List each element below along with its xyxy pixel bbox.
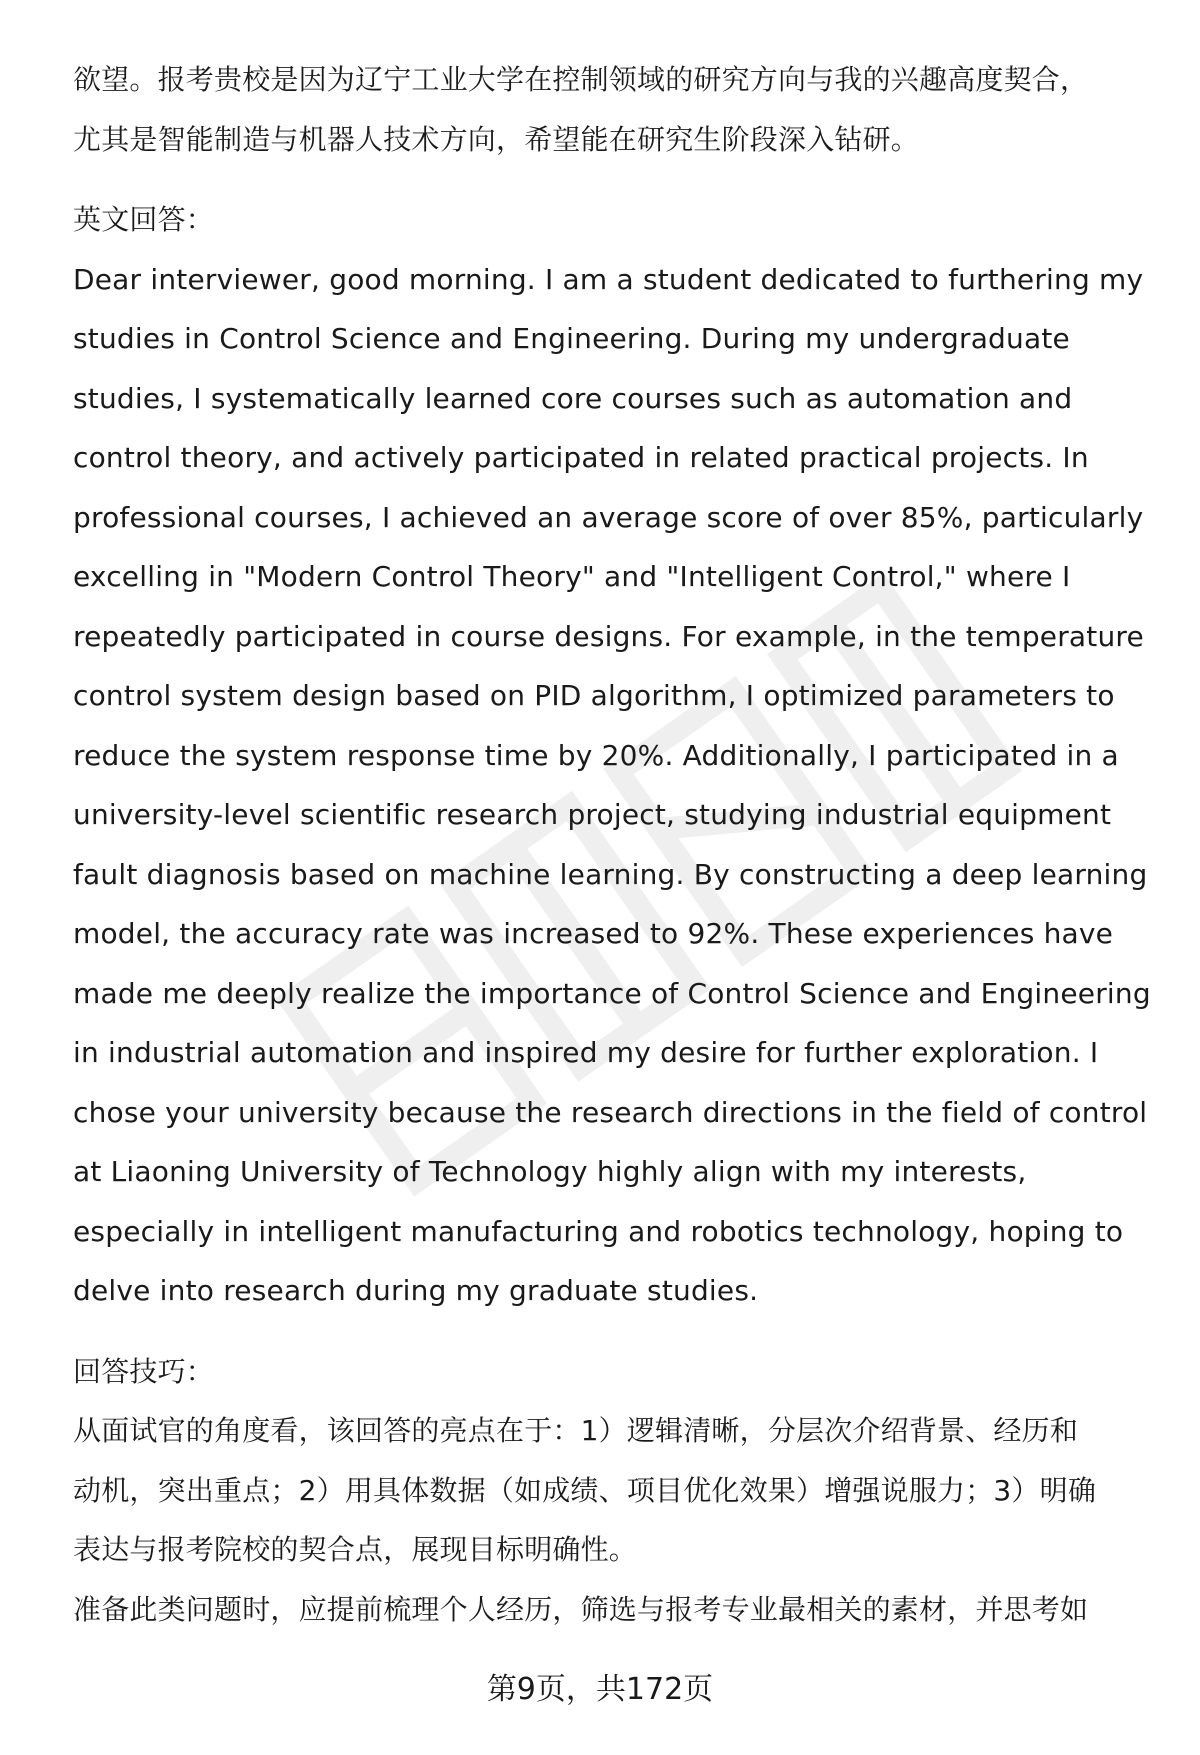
english-answer-line: control theory, and actively participated in related practical projects. In (73, 441, 1089, 474)
paragraph-gap (73, 1321, 1153, 1342)
english-answer-line: chose your university because the research directions in the field of control (73, 1095, 1148, 1129)
tips-line: 从面试官的角度看，该回答的亮点在于：1）逻辑清晰，分层次介绍背景、经历和 (73, 1414, 1079, 1447)
english-answer-line: excelling in "Modern Control Theory" and "Intelligent Control," where I (73, 560, 1071, 593)
tips-section (73, 1342, 1153, 1640)
english-answer-line: reduce the system response time by 20%. Additionally, I participated in a (73, 738, 1119, 772)
english-answer-line: control system design based on PID algorithm, I optimized parameters to (73, 679, 1115, 712)
english-answer-line: studies in Control Science and Engineering. During my undergraduate (73, 322, 1070, 355)
tips-line: 表达与报考院校的契合点，展现目标明确性。 (73, 1533, 638, 1566)
english-answer-line: professional courses, I achieved an average score of over 85%, particularly (73, 500, 1144, 534)
english-answer-line: university-level scientific research project, studying industrial equipment (73, 798, 1112, 831)
intro-line: 尤其是智能制造与机器人技术方向，希望能在研究生阶段深入钻研。 (73, 122, 920, 156)
intro-line: 欲望。报考贵校是因为辽宁工业大学在控制领域的研究方向与我的兴趣高度契合， (73, 63, 1089, 96)
tips-line: 准备此类问题时，应提前梳理个人经历，筛选与报考专业最相关的素材，并思考如 (73, 1592, 1089, 1626)
english-answer-heading: 英文回答： (73, 203, 215, 236)
english-answer-line: repeatedly participated in course designs. For example, in the temperature (73, 619, 1144, 653)
english-answer-line: delve into research during my graduate studies. (73, 1274, 759, 1307)
english-answer-line: at Liaoning University of Technology highly align with my interests, (73, 1155, 1027, 1188)
english-answer-line: studies, I systematically learned core courses such as automation and (73, 381, 1073, 415)
english-answer-line: made me deeply realize the importance of Control Science and Engineering (73, 976, 1151, 1010)
tips-heading: 回答技巧： (73, 1354, 215, 1388)
paragraph-gap (73, 169, 1153, 190)
page-number: 第9页，共172页 (486, 1672, 714, 1707)
tips-line: 动机，突出重点；2）用具体数据（如成绩、项目优化效果）增强说服力；3）明确 (73, 1473, 1097, 1507)
intro-paragraph (73, 50, 1153, 169)
english-answer-section (73, 190, 1153, 1321)
english-answer-line: in industrial automation and inspired my desire for further exploration. I (73, 1036, 1099, 1069)
english-answer-line: fault diagnosis based on machine learning. By constructing a deep learning (73, 857, 1148, 891)
english-answer-line: especially in intelligent manufacturing and robotics technology, hoping to (73, 1214, 1124, 1248)
english-answer-line: Dear interviewer, good morning. I am a student dedicated to furthering my (73, 262, 1144, 296)
english-answer-line: model, the accuracy rate was increased to 92%. These experiences have (73, 917, 1114, 950)
page-content (73, 50, 1153, 1639)
